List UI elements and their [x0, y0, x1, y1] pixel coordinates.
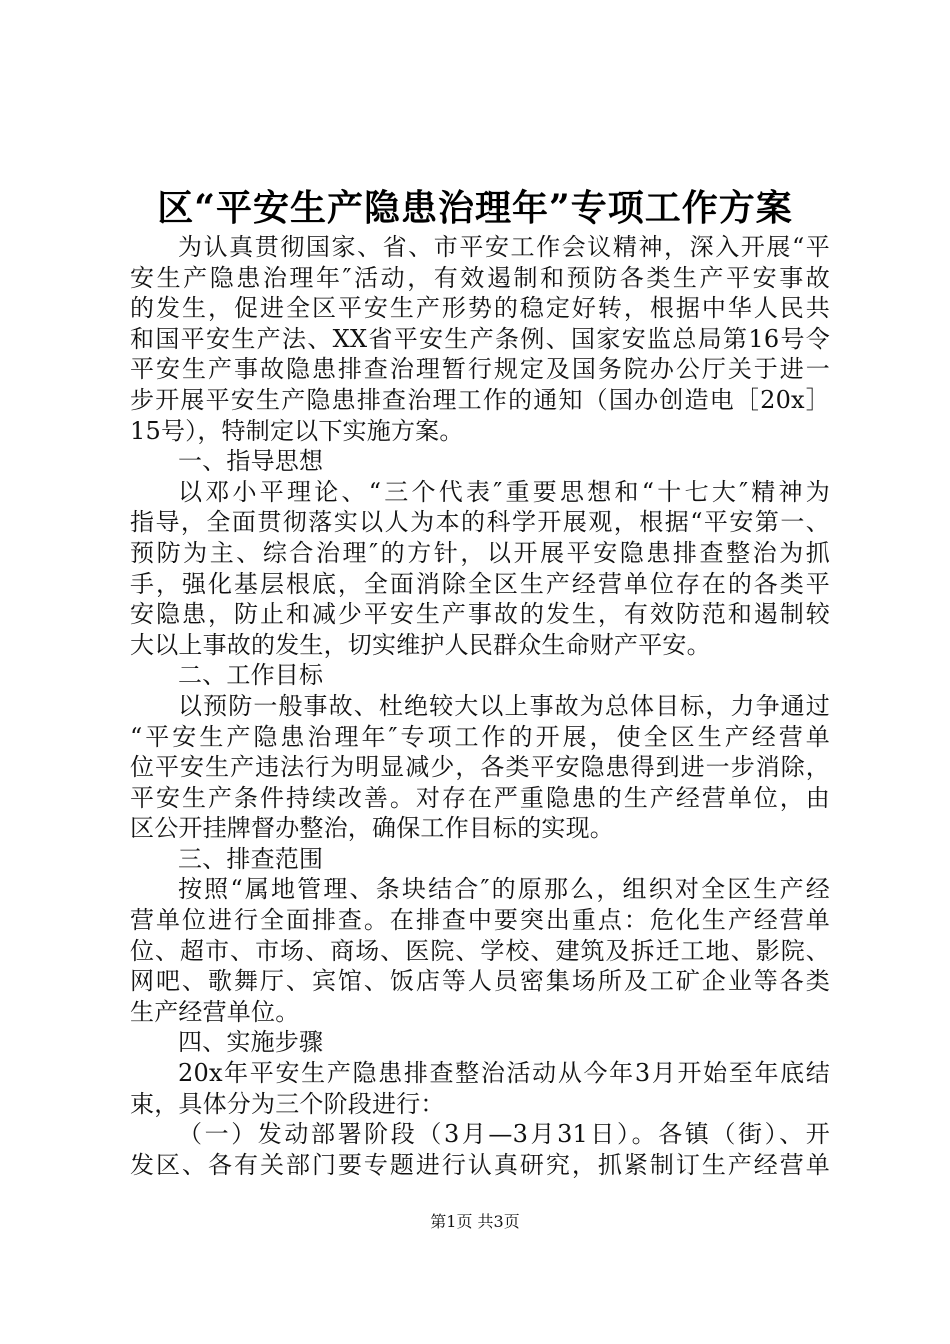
- text-line: 15号），特制定以下实施方案。: [130, 416, 464, 445]
- text-line: 为认真贯彻国家、省、市平安工作会议精神，深入开展“平: [178, 233, 830, 261]
- text-line: 四、实施步骤: [178, 1028, 324, 1057]
- text-line: 二、工作目标: [178, 661, 324, 690]
- text-line: 手，强化基层根底，全面消除全区生产经营单位存在的各类平: [130, 569, 830, 598]
- text-line: 发区、各有关部门要专题进行认真研究，抓紧制订生产经营单: [130, 1150, 830, 1179]
- text-line: 以预防一般事故、杜绝较大以上事故为总体目标，力争通过: [178, 691, 830, 720]
- text-line: 三、排查范围: [178, 844, 324, 873]
- text-line: 安生产隐患治理年″活动，有效遏制和预防各类生产平安事故: [130, 263, 830, 292]
- text-line: 位、超市、市场、商场、医院、学校、建筑及拆迁工地、影院、: [130, 936, 830, 965]
- text-line: 以邓小平理论、“三个代表″重要思想和“十七大″精神为: [178, 477, 830, 506]
- text-line: 20x年平安生产隐患排查整治活动从今年3月开始至年底结: [178, 1059, 830, 1088]
- text-line: 大以上事故的发生，切实维护人民群众生命财产平安。: [130, 630, 711, 659]
- text-line: 网吧、歌舞厅、宾馆、饭店等人员密集场所及工矿企业等各类: [130, 967, 830, 996]
- text-line: 平安生产事故隐患排查治理暂行规定及国务院办公厅关于进一: [130, 355, 830, 384]
- text-line: 的发生，促进全区平安生产形势的稳定好转，根据中华人民共: [130, 294, 830, 323]
- text-line: 步开展平安生产隐患排查治理工作的通知（国办创造电［20x］: [130, 385, 830, 414]
- text-line: 生产经营单位。: [130, 997, 300, 1026]
- text-line: 安隐患，防止和减少平安生产事故的发生，有效防范和遏制较: [130, 600, 830, 629]
- text-line: 和国平安生产法、XX省平安生产条例、国家安监总局第16号令: [130, 324, 830, 353]
- text-line: 束，具体分为三个阶段进行：: [130, 1089, 445, 1118]
- document-title: 区“平安生产隐患治理年”专项工作方案: [157, 187, 793, 229]
- text-line: 按照“属地管理、条块结合″的原那么，组织对全区生产经: [178, 875, 830, 904]
- page-footer: 第1页 共3页: [430, 1212, 520, 1231]
- text-line: 预防为主、综合治理″的方针，以开展平安隐患排查整治为抓: [130, 538, 830, 567]
- text-line: 一、指导思想: [178, 447, 324, 476]
- document-body: [130, 232, 830, 1180]
- text-line: “平安生产隐患治理年″专项工作的开展，使全区生产经营单: [130, 722, 830, 751]
- text-line: 指导，全面贯彻落实以人为本的科学开展观，根据“平安第一、: [130, 508, 830, 537]
- text-line: 平安生产条件持续改善。对存在严重隐患的生产经营单位，由: [130, 783, 830, 812]
- text-line: 营单位进行全面排查。在排查中要突出重点：危化生产经营单: [130, 906, 830, 935]
- text-line: （一）发动部署阶段（3月—3月31日）。各镇（街）、开: [178, 1120, 830, 1149]
- text-line: 位平安生产违法行为明显减少，各类平安隐患得到进一步消除，: [130, 753, 830, 782]
- text-line: 区公开挂牌督办整治，确保工作目标的实现。: [130, 814, 614, 843]
